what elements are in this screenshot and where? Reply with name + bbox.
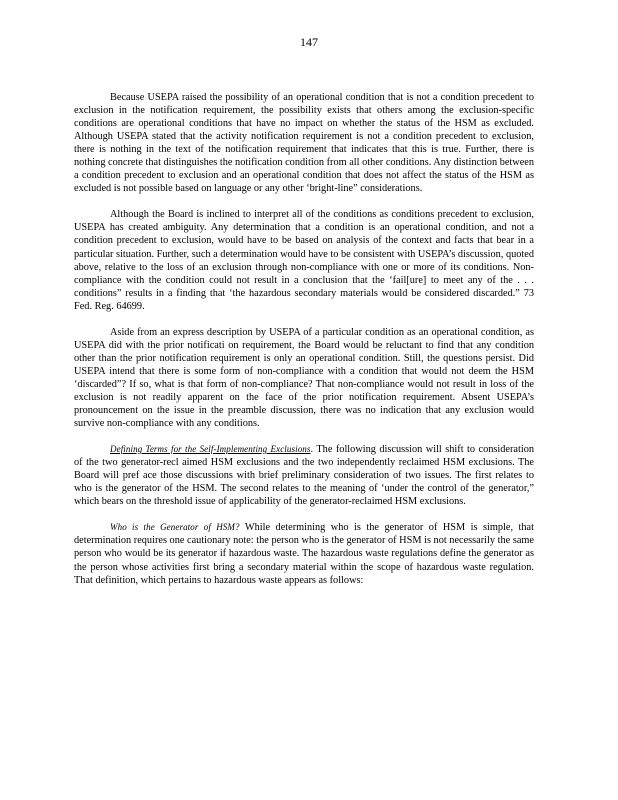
paragraph-defining-terms-text: . The following discussion will shift to consideration of the two generator-recl aimed HSM exclusions and the two independently reclaimed HSM exclusions. The Board will pref ace those discussions with brief preliminary consideration of two issues. The first relates to who is the generator of the HSM. The second relates to the meaning of ‘under the control of the generator,” which bears on the threshold issue of applicability of the generator-reclaimed HSM exclusions.	[74, 444, 535, 508]
page-number: 147	[300, 35, 318, 49]
paragraph-board-interpretation: Although the Board is inclined to interpret all of the conditions as conditions precedent to exclusion, USEPA has created ambiguity. Any determination that a condition is an operational condition, and not a condition precedent to exclusion, would have to be based on analysis of the context and facts that bear in a particular situation. Further, such a determination would have to be consistent with USEPA’s discussion, quoted above, relative to the loss of an exclusion through non-compliance with one or more of its conditions. Non-compliance with the condition could not result in a conclusion that the ‘fail[ure] to meet any of the . . . conditions” results in a finding that ‘the hazardous secondary materials would be considered discarded.” 73 Fed. Reg. 64699.	[74, 209, 534, 312]
paragraph-express-description: Aside from an express description by USEPA of a particular condition as an operational condition, as USEPA did with the prior notificati on requirement, the Board would be reluctant to find that any condition other than the prior notification requirement is only an operational condition. Still, the questions persist. Did USEPA intend that there is some form of non-compliance with a condition that would not deem the HSM ‘discarded”? If so, what is that form of non-compliance? That non-compliance would not result in loss of the exclusion is not readily apparent on the face of the prior notification requirement. Absent USEPA’s pronouncement on the issue in the preamble discussion, there was no indication that any exclusion would survive non-compliance with any conditions.	[74, 326, 534, 430]
paragraph-who-is-generator-text: While determining who is the generator of HSM is simple, that determination requires one cautionary note: the person who is the generator of HSM is not necessarily the same person who would be its generator if hazardous waste. The hazardous waste regulations define the generator as the person whose activities first bring a secondary material within the scope of hazardous waste regulation. That definition, which pertains to hazardous waste appears as follows:	[74, 522, 534, 586]
section-heading-who-is-generator: Who is the Generator of HSM?	[110, 522, 240, 533]
paragraph-defining-terms	[74, 443, 534, 508]
paragraph-who-is-generator	[74, 521, 534, 586]
paragraph-operational-conditions: Because USEPA raised the possibility of an operational condition that is not a condition precedent to exclusion in the notification requirement, the possibility exists that others among the exclusion-specific conditions are operational conditions that have no impact on whether the status of the HSM as excluded. Although USEPA stated that the activity notification requirement is not a condition precedent to exclusion, there is nothing in the text of the notification requirement that indicates that this is true. Further, there is nothing concrete that distinguishes the notification condition from all other conditions. Any distinction between a condition precedent to exclusion and an operational condition that does not affect the status of the HSM as excluded is not possible based on language or any other ‘bright-line” considerations.	[74, 92, 534, 195]
section-heading-defining-terms: Defining Terms for the Self-Implementing Exclusions	[110, 444, 311, 455]
document-body	[74, 91, 534, 587]
